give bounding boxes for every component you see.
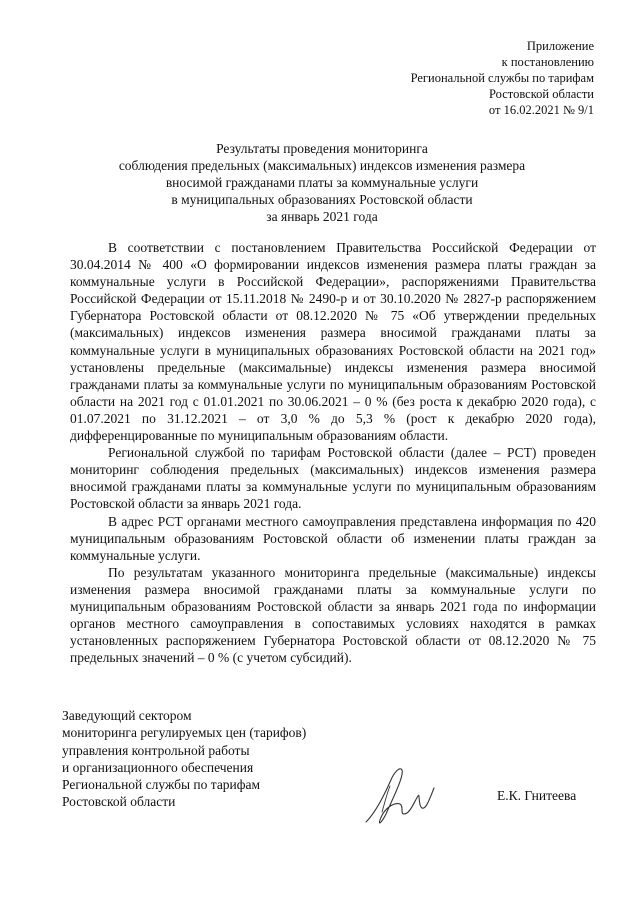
appendix-line: Региональной службы по тарифам: [410, 71, 594, 85]
document-body: [70, 239, 596, 666]
body-paragraph: В адрес РСТ органами местного самоуправления представлена информация по 420 муниципальным образованиям Ростовской области об изменении платы граждан за коммунальные услуги.: [70, 513, 596, 563]
appendix-line: от 16.02.2021 № 9/1: [488, 103, 594, 117]
body-paragraph: Региональной службой по тарифам Ростовской области (далее – РСТ) проведен мониторинг соблюдения предельных (максимальных) индексов изменения размера вносимой гражданами платы за коммунальные услуги по муниципальным образованиям Ростовской области за январь 2021 года.: [70, 445, 596, 512]
appendix-line: к постановлению: [501, 55, 594, 69]
signatory-position: [62, 707, 306, 811]
position-line: Ростовской области: [62, 794, 176, 810]
title-line: соблюдения предельных (максимальных) индексов изменения размера: [118, 158, 526, 173]
handwritten-signature: [360, 762, 440, 830]
title-line: Результаты проведения мониторинга: [216, 141, 428, 156]
position-line: Заведующий сектором: [62, 708, 192, 723]
body-paragraph: По результатам указанного мониторинга предельные (максимальные) индексы изменения размера вносимой гражданами платы за коммунальные услуги по муниципальным образованиям Ростовской области за январь 2021 года по информации органов местного самоуправления в сопоставимых условиях находятся в рамках установленных распоряжением Губернатора Ростовской области от 08.12.2020 № 75 предельных значений – 0 % (с учетом субсидий).: [70, 564, 596, 666]
appendix-header: [411, 38, 594, 118]
position-line: управления контрольной работы: [62, 742, 250, 758]
title-line: вносимой гражданами платы за коммунальные услуги: [165, 175, 479, 190]
signer-name: Е.К. Гнитеева: [497, 788, 577, 803]
document-title: [60, 140, 584, 225]
appendix-line: Приложение: [526, 39, 594, 53]
position-line: и организационного обеспечения: [62, 759, 254, 775]
body-paragraph: В соответствии с постановлением Правительства Российской Федерации от 30.04.2014 № 400 «О формировании индексов изменения размера платы граждан за коммунальные услуги в Российской Федерации», распоряжениями Правительства Российской Федерации от 15.11.2018 № 2490-р и от 30.10.2020 № 2827-р распоряжением Губернатора Ростовской области от 08.12.2020 № 75 «Об утверждении предельных (максимальных) индексов изменения размера вносимой гражданами платы за коммунальные услуги в муниципальных образованиях Ростовской области на 2021 год» установлены предельные (максимальные) индексы изменения размера вносимой гражданами платы за коммунальные услуги по муниципальным образованиям Ростовской области на 2021 год с 01.01.2021 по 30.06.2021 – 0 % (без роста к декабрю 2020 года), с 01.07.2021 по 31.12.2021 – от 3,0 % до 5,3 % (рост к декабрю 2020 года), дифференцированные по муниципальным образованиям области.: [70, 240, 596, 444]
position-line: мониторинга регулируемых цен (тарифов): [62, 725, 307, 741]
appendix-line: Ростовской области: [489, 87, 594, 101]
title-line: в муниципальных образованиях Ростовской области: [171, 192, 473, 207]
position-line: Региональной службы по тарифам: [62, 777, 261, 793]
title-line: за январь 2021 года: [266, 209, 378, 224]
